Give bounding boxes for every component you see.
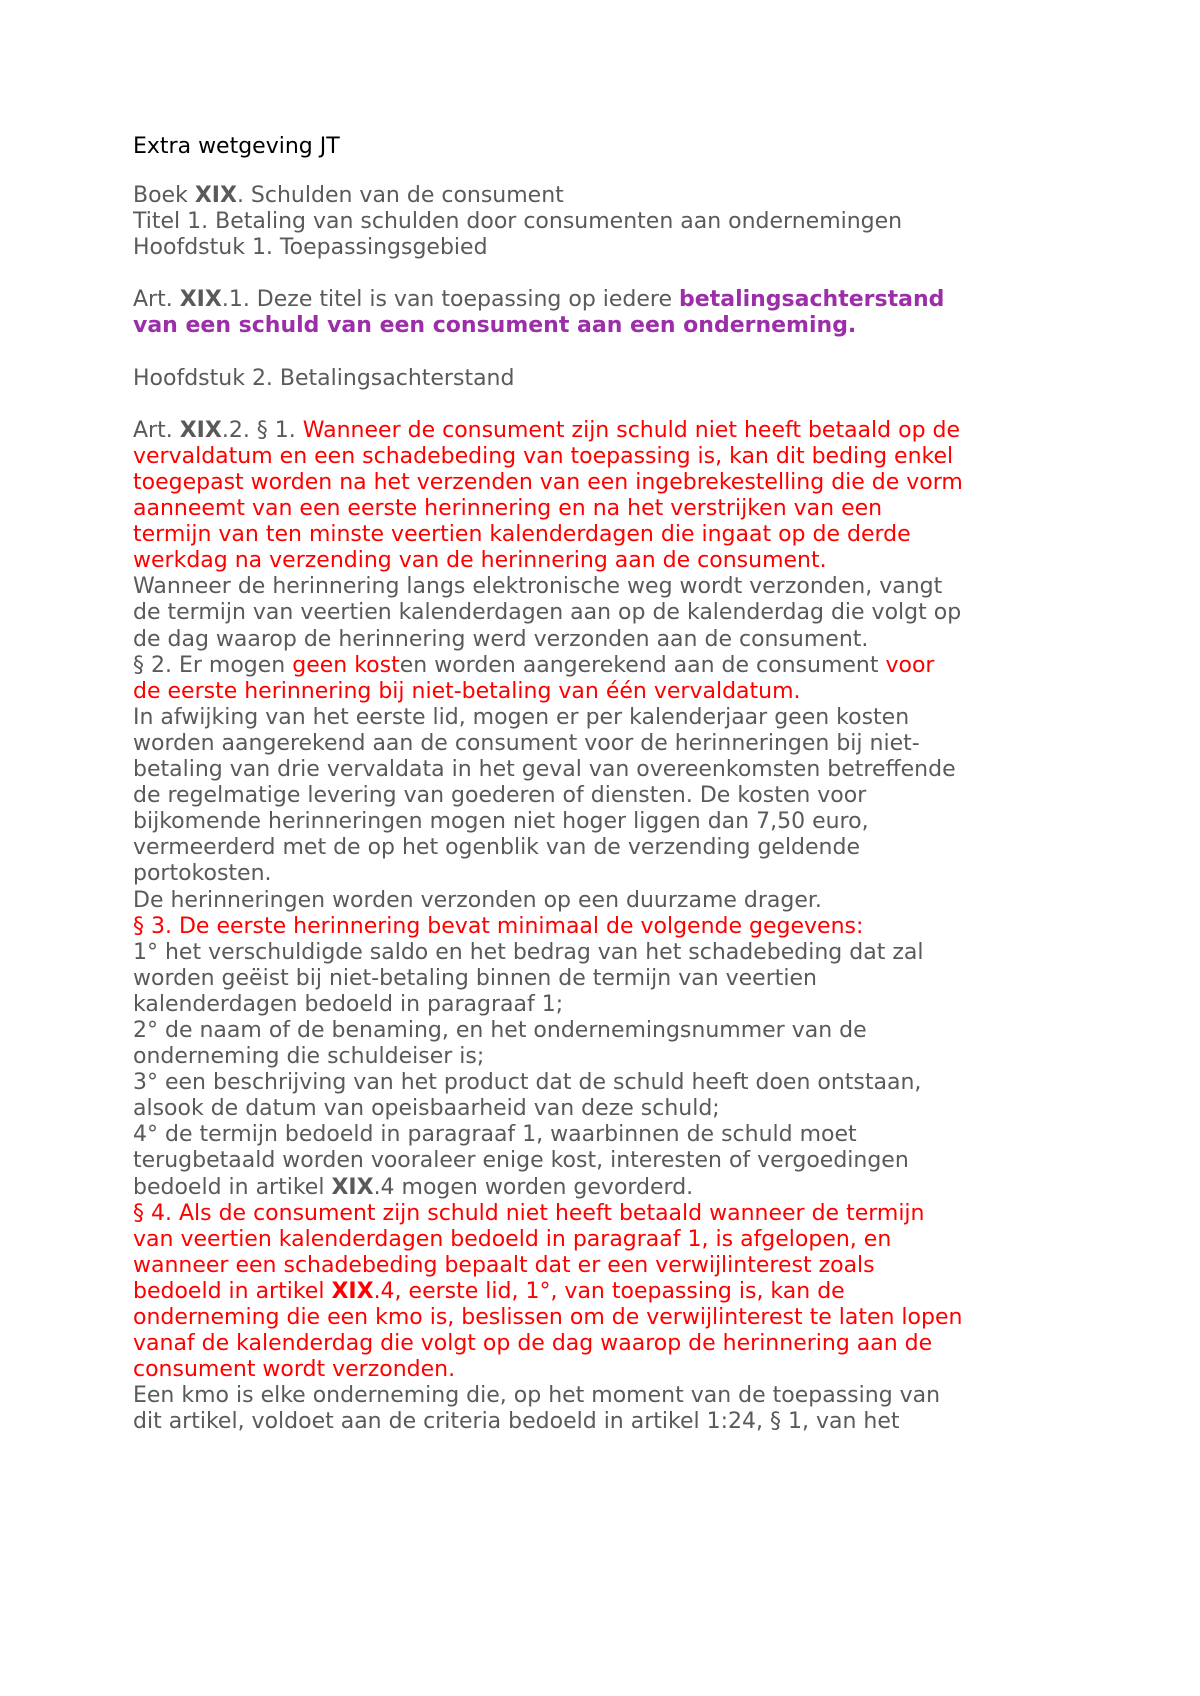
article-2-paragraph-2: [133, 653, 1133, 705]
title-heading: Titel 1. Betaling van schulden door consumenten aan ondernemingen: [133, 209, 903, 235]
article-2-paragraph-4-text: § 4. Als de consument zijn schuld niet heeft betaald wanneer de termijn van veertien kalenderdagen bedoeld in paragraaf 1, is afgelopen, en wanneer een schadebeding bepaalt dat er een verwijlinterest zoals bedoeld in artikel: [133, 1200, 925, 1304]
article-1-text: .1. Deze titel is van toepassing op iedere: [221, 287, 680, 313]
document-title: Extra wetgeving JT: [133, 134, 340, 159]
article-2-paragraph-2-intro: § 2. Er mogen: [133, 652, 293, 678]
article-1-label: Art.: [133, 287, 180, 313]
list-item: 1° het verschuldigde saldo en het bedrag van het schadebeding dat zal worden geëist bij niet-betaling binnen de termijn van veertien kalenderdagen bedoeld in paragraaf 1;: [133, 939, 924, 1017]
list-item: 2° de naam of de benaming, en het ondernemingsnummer van de onderneming die schuldeiser is;: [133, 1017, 867, 1070]
list-item-text-end: .4 mogen worden gevorderd.: [373, 1174, 694, 1200]
list-item: [133, 1122, 1133, 1200]
article-2-paragraph-3-intro: § 3. De eerste herinnering bevat minimaal de volgende gegevens:: [133, 913, 864, 939]
list-item-article-number: XIX: [331, 1174, 374, 1200]
article-2-paragraph-1-highlight: Wanneer de consument zijn schuld niet heeft betaald op de vervaldatum en een schadebeding van toepassing is, kan dit beding enkel toegepast worden na het verzenden van een ingebrekestelling die de vorm aanneemt van een eerste herinnering en na het verstrijken van een termijn van ten minste veertien kalenderdagen die ingaat op de derde werkdag na verzending van de herinnering aan de consument.: [133, 417, 963, 574]
list-item-text: 4° de termijn bedoeld in paragraaf 1, waarbinnen de schuld moet terugbetaald worden vooraleer enige kost, interesten of vergoedingen bedoeld in artikel: [133, 1122, 909, 1200]
article-2-paragraph-4-article-number: XIX: [331, 1278, 374, 1304]
article-2: [133, 418, 1133, 1436]
article-2-paragraph-2-highlight-2: voor de eerste herinnering bij niet-betaling van één vervaldatum.: [133, 652, 935, 704]
article-2-paragraph-1: [133, 418, 1133, 575]
article-2-paragraph-2-middle: en worden aangerekend aan de consument: [399, 652, 886, 678]
book-heading: [133, 183, 1133, 209]
chapter-1-heading: Hoofdstuk 1. Toepassingsgebied: [133, 235, 488, 261]
legal-heading: [133, 183, 1133, 261]
article-2-number: XIX: [179, 417, 222, 443]
article-2-paragraph-4: [133, 1201, 1133, 1384]
chapter-2-heading: Hoofdstuk 2. Betalingsachterstand: [133, 365, 515, 391]
article-2-paragraph-1-intro: .2. § 1.: [221, 417, 303, 443]
article-2-paragraph-2-exception: In afwijking van het eerste lid, mogen er per kalenderjaar geen kosten worden aangerekend aan de consument voor de herinneringen bij niet- betaling van drie vervaldata in het geval van overeenkomsten betreffende de regelmatige levering van goederen of diensten. De kosten voor bijkomende herinneringen mogen niet hoger liggen dan 7,50 euro, vermeerderd met de op het ogenblik van de verzending geldende portokosten.: [133, 704, 956, 887]
article-2-paragraph-2-highlight-1: geen kost: [292, 652, 400, 678]
article-2-label: Art.: [133, 417, 180, 443]
book-label: Boek: [133, 182, 195, 208]
article-2-paragraph-2-carrier: De herinneringen worden verzonden op een duurzame drager.: [133, 887, 822, 913]
list-item: 3° een beschrijving van het product dat de schuld heeft doen ontstaan, alsook de datum van opeisbaarheid van deze schuld;: [133, 1070, 922, 1122]
book-name: . Schulden van de consument: [236, 182, 564, 208]
sme-definition: Een kmo is elke onderneming die, op het moment van de toepassing van dit artikel, voldoet aan de criteria bedoeld in artikel 1:24, § 1, van het: [133, 1383, 941, 1435]
article-1: [133, 287, 1133, 339]
document-body: [133, 134, 1133, 1435]
article-2-paragraph-4-text-end: .4, eerste lid, 1°, van toepassing is, kan de onderneming die een kmo is, beslissen om de verwijlinterest te laten lopen vanaf de kalenderdag die volgt op de dag waarop de herinnering aan de consument wordt verzonden.: [133, 1278, 963, 1383]
book-number: XIX: [194, 182, 237, 208]
article-2-paragraph-1-followup: Wanneer de herinnering langs elektronische weg wordt verzonden, vangt de termijn van veertien kalenderdagen aan op de kalenderdag die volgt op de dag waarop de herinnering werd verzonden aan de consument.: [133, 574, 962, 652]
article-1-highlight: betalingsachterstand van een schuld van een consument aan een onderneming.: [133, 287, 945, 339]
article-1-number: XIX: [179, 287, 222, 313]
